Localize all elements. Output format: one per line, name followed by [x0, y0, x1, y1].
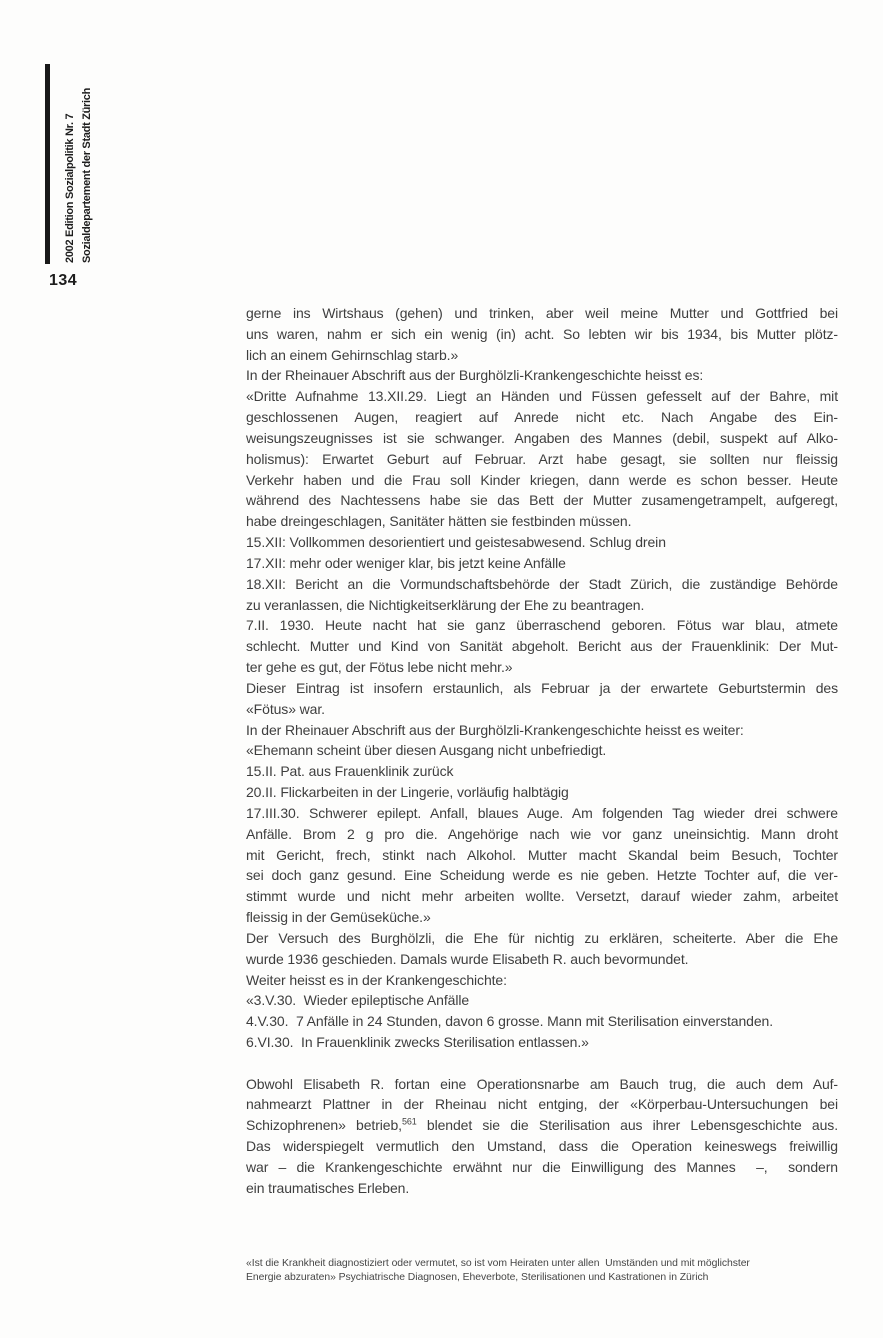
text-line	[246, 1157, 838, 1178]
text-segment: stimmt wurde und nicht mehr arbeiten wollte. Versetzt, darauf wieder zahm, arbeitet	[246, 888, 838, 905]
text-line	[246, 949, 838, 970]
text-segment: habe dreingeschlagen, Sanitäter hätten sie festbinden müssen.	[246, 513, 632, 530]
page-number: 134	[49, 272, 78, 289]
text-line	[246, 845, 838, 866]
text-line	[246, 1115, 838, 1136]
text-line	[246, 303, 838, 324]
text-segment: «Dritte Aufnahme 13.XII.29. Liegt an Händen und Füssen gefesselt auf der Bahre, mit	[246, 388, 838, 405]
text-line	[246, 782, 838, 803]
footer-caption	[246, 1257, 846, 1285]
text-line	[246, 428, 838, 449]
footnote-marker: 561	[401, 1116, 417, 1127]
text-segment: schlecht. Mutter und Kind von Sanität abgeholt. Bericht aus der Frauenklinik: Der Mut-	[246, 638, 838, 655]
text-line	[246, 407, 838, 428]
text-segment: Dieser Eintrag ist insofern erstaunlich, als Februar ja der erwartete Geburtstermin des	[246, 679, 838, 696]
sidebar-rule	[45, 64, 50, 264]
text-line	[246, 345, 838, 366]
text-segment: Der Versuch des Burghölzli, die Ehe für nichtig zu erklären, scheiterte. Aber die Ehe	[246, 929, 838, 946]
text-line	[246, 657, 838, 678]
text-line	[246, 1074, 838, 1095]
footer-line-1: «Ist die Krankheit diagnostiziert oder vermutet, so ist vom Heiraten unter allen Umständen und mit möglichster	[246, 1258, 750, 1269]
text-line	[246, 1136, 838, 1157]
text-line	[246, 865, 838, 886]
text-segment: 6.VI.30. In Frauenklinik zwecks Sterilisation entlassen.»	[246, 1033, 589, 1050]
text-line	[246, 449, 838, 470]
text-segment: «Fötus» war.	[246, 700, 325, 717]
text-line	[246, 720, 838, 741]
text-segment: lich an einem Gehirnschlag starb.»	[246, 346, 459, 363]
text-segment: ein traumatisches Erleben.	[246, 1179, 410, 1196]
text-segment: während des Nachtessens habe sie das Bett der Mutter zusamengetrampelt, aufgeregt,	[246, 492, 838, 509]
body-text	[246, 303, 838, 1199]
text-line	[246, 803, 838, 824]
text-line	[246, 1032, 838, 1053]
text-line	[246, 1094, 838, 1115]
text-line	[246, 907, 838, 928]
edition-line-1: 2002 Edition Sozialpolitik Nr. 7	[64, 113, 76, 263]
text-line	[246, 886, 838, 907]
text-segment: In der Rheinauer Abschrift aus der Burghölzli-Krankengeschichte heisst es:	[246, 367, 704, 384]
text-line	[246, 386, 838, 407]
text-line	[246, 678, 838, 699]
text-line	[246, 761, 838, 782]
text-line	[246, 574, 838, 595]
text-segment: ter gehe es gut, der Fötus lebe nicht mehr.»	[246, 659, 513, 676]
text-line	[246, 970, 838, 991]
text-segment: sei doch ganz gesund. Eine Scheidung werde es nie geben. Hetzte Tochter auf, die ver-	[246, 867, 838, 884]
blank-line	[246, 1053, 838, 1074]
text-segment: gerne ins Wirtshaus (gehen) und trinken, aber weil meine Mutter und Gottfried bei	[246, 305, 838, 321]
text-line	[246, 1178, 838, 1199]
text-line	[246, 324, 838, 345]
text-line	[246, 699, 838, 720]
text-segment: fleissig in der Gemüseküche.»	[246, 909, 431, 926]
text-line	[246, 553, 838, 574]
text-line	[246, 365, 838, 386]
text-line	[246, 532, 838, 553]
footer-line-2: Energie abzuraten» Psychiatrische Diagnosen, Eheverbote, Sterilisationen und Kastrationen in Zürich	[246, 1271, 709, 1283]
text-segment: 15.II. Pat. aus Frauenklinik zurück	[246, 763, 454, 780]
text-segment: Das widerspiegelt vermutlich den Umstand, dass die Operation keineswegs freiwillig	[246, 1138, 838, 1155]
text-segment: weisungszeugnisses ist sie schwanger. Angaben des Mannes (debil, suspekt auf Alko-	[246, 429, 838, 446]
text-segment: «Ehemann scheint über diesen Ausgang nicht unbefriedigt.	[246, 742, 607, 759]
text-segment: 18.XII: Bericht an die Vormundschaftsbehörde der Stadt Zürich, die zuständige Behörde	[246, 575, 838, 592]
edition-line-2: Sozialdepartement der Stadt Zürich	[80, 87, 93, 263]
text-segment: uns waren, nahm er sich ein wenig (in) acht. So lebten wir bis 1934, bis Mutter plötz-	[246, 325, 838, 342]
text-segment: geschlossenen Augen, reagiert auf Anrede nicht etc. Nach Angabe des Ein-	[246, 409, 838, 426]
text-segment: blendet sie die Sterilisation aus ihrer Lebensgeschichte aus.	[416, 1117, 838, 1134]
text-line	[246, 490, 838, 511]
text-segment: 17.XII: mehr oder weniger klar, bis jetzt keine Anfälle	[246, 554, 566, 571]
text-segment: «3.V.30. Wieder epileptische Anfälle	[246, 992, 470, 1009]
text-segment: 20.II. Flickarbeiten in der Lingerie, vorläufig halbtägig	[246, 784, 569, 801]
text-segment: holismus): Erwartet Geburt auf Februar. Arzt habe gesagt, sie sollten nur fleissig	[246, 450, 838, 467]
edition-imprint	[62, 88, 95, 263]
text-line	[246, 928, 838, 949]
text-line	[246, 740, 838, 761]
text-segment: wurde 1936 geschieden. Damals wurde Elisabeth R. auch bevormundet.	[246, 950, 689, 967]
text-line	[246, 470, 838, 491]
text-line	[246, 990, 838, 1011]
text-segment: zu veranlassen, die Nichtigkeitserklärung der Ehe zu beantragen.	[246, 596, 645, 613]
text-line	[246, 636, 838, 657]
text-segment: mit Gericht, frech, stinkt nach Alkohol. Mutter macht Skandal beim Besuch, Tochter	[246, 846, 838, 863]
text-segment: nahmearzt Plattner in der Rheinau nicht entging, der «Körperbau-Untersuchungen bei	[246, 1096, 838, 1113]
text-segment: 7.II. 1930. Heute nacht hat sie ganz überraschend geboren. Fötus war blau, atmete	[246, 617, 838, 634]
text-segment: Schizophrenen» betrieb,	[246, 1117, 402, 1134]
text-segment: Obwohl Elisabeth R. fortan eine Operationsnarbe am Bauch trug, die auch dem Auf-	[246, 1075, 838, 1092]
text-line	[246, 615, 838, 636]
text-segment: Weiter heisst es in der Krankengeschichte:	[246, 971, 507, 988]
text-segment: 17.III.30. Schwerer epilept. Anfall, blaues Auge. Am folgenden Tag wieder drei schwere	[246, 804, 838, 821]
text-segment: Verkehr haben und die Frau soll Kinder kriegen, dann werde es schon besser. Heute	[246, 471, 838, 488]
text-segment: 15.XII: Vollkommen desorientiert und geistesabwesend. Schlug drein	[246, 534, 666, 551]
text-line	[246, 824, 838, 845]
text-segment: Anfälle. Brom 2 g pro die. Angehörige nach wie vor ganz uneinsichtig. Mann droht	[246, 825, 838, 842]
text-segment: war – die Krankengeschichte erwähnt nur die Einwilligung des Mannes –, sondern	[246, 1158, 838, 1175]
text-segment: 4.V.30. 7 Anfälle in 24 Stunden, davon 6 grosse. Mann mit Sterilisation einverstanden.	[246, 1013, 774, 1030]
text-line	[246, 511, 838, 532]
text-segment: In der Rheinauer Abschrift aus der Burghölzli-Krankengeschichte heisst es weiter:	[246, 721, 744, 738]
text-line	[246, 1011, 838, 1032]
text-line	[246, 595, 838, 616]
